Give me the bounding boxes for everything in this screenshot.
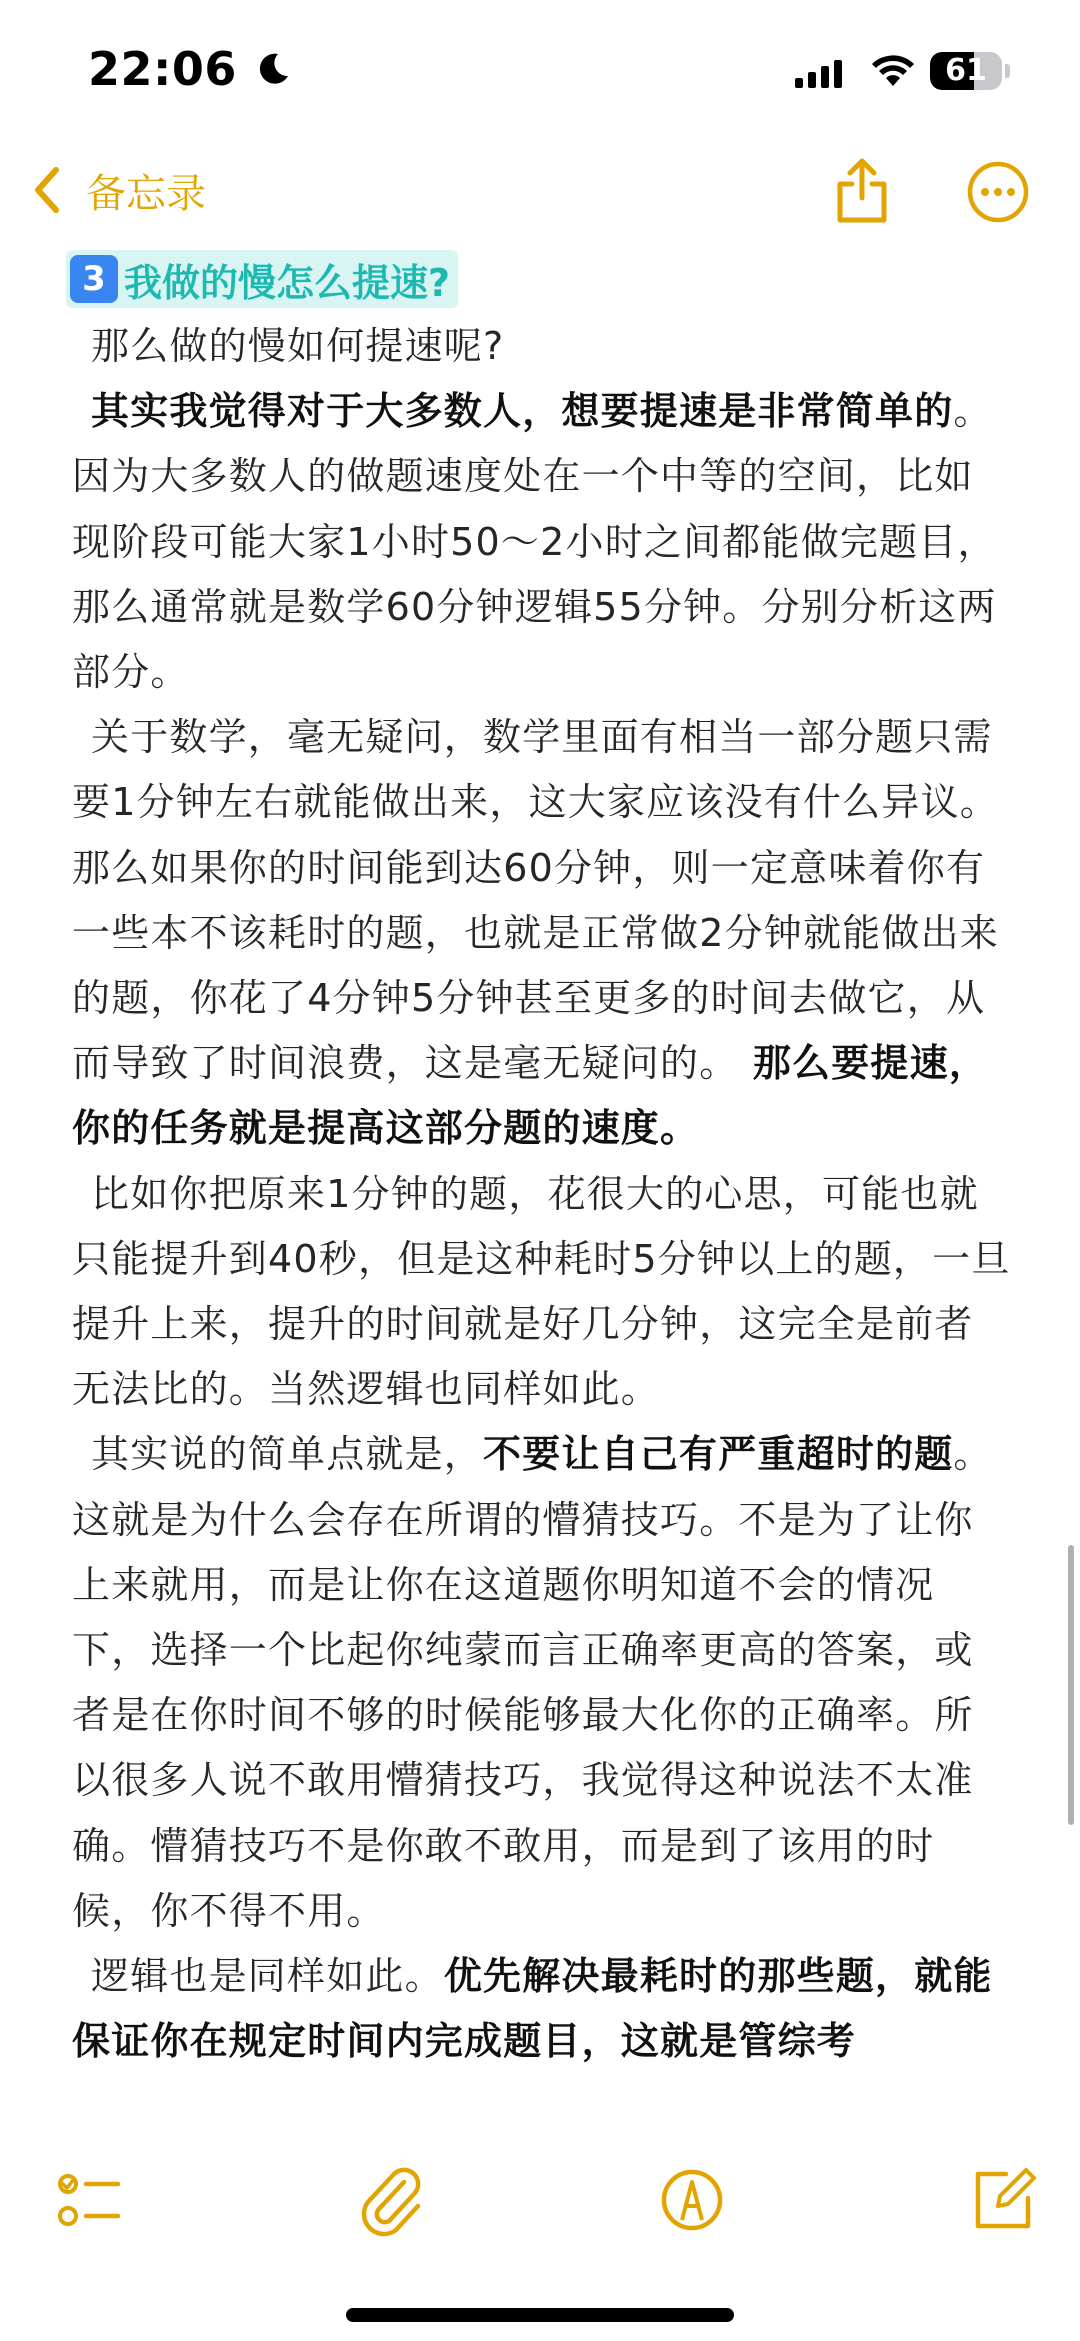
text-run: 那么做的慢如何提速呢? [91, 324, 505, 368]
bottom-toolbar [0, 2160, 1080, 2260]
note-paragraph [72, 1162, 1012, 1423]
note-paragraph [72, 379, 1012, 705]
heading-text: 我做的慢怎么提速? [124, 260, 451, 305]
more-options-icon[interactable] [966, 160, 1030, 224]
note-paragraph [72, 1944, 1012, 2074]
status-bar [0, 0, 1080, 140]
battery-level: 61 [945, 53, 987, 88]
note-paragraph [72, 314, 1012, 379]
text-run: 逻辑也是同样如此。 [91, 1954, 444, 1999]
bold-text-run: 那么要提速，你的任务就是提高这部分题的速度。 [72, 1041, 989, 1151]
bold-text-run: 其实我觉得对于大多数人，想要提速是非常简单的 [91, 389, 954, 434]
note-paragraph [72, 1422, 1012, 1944]
cellular-signal-icon [795, 58, 842, 88]
back-button[interactable] [28, 160, 206, 220]
bold-text-run: 优先解决最耗时的那些题，就能保证你在规定时间内完成题目，这就是管综考 [72, 1954, 993, 2064]
share-icon[interactable] [832, 156, 892, 226]
note-paragraphs [72, 314, 1012, 2074]
text-run: 其实说的简单点就是， [91, 1432, 484, 1477]
home-indicator[interactable] [346, 2308, 734, 2322]
paperclip-icon[interactable] [352, 2160, 432, 2240]
wifi-icon [870, 52, 916, 88]
note-heading [66, 250, 458, 308]
markup-pen-icon[interactable] [652, 2160, 732, 2240]
text-run: 比如你把原来1分钟的题，花很大的心思，可能也就只能提升到40秒，但是这种耗时5分钟以上的题，一旦提升上来，提升的时间就是好几分钟，这完全是前者无法比的。当然逻辑也同样如此。 [72, 1171, 1011, 1412]
compose-icon[interactable] [962, 2160, 1042, 2240]
navigation-bar [0, 150, 1080, 240]
battery-icon [930, 52, 1010, 90]
text-run: 。因为大多数人的做题速度处在一个中等的空间，比如现阶段可能大家1小时50～2小时之间都能做完题目，那么通常就是数学60分钟逻辑55分钟。分别分析这两部分。 [72, 389, 997, 695]
keycap-number-badge: 3 [70, 255, 118, 303]
bold-text-run: 不要让自己有严重超时的题 [483, 1432, 954, 1477]
scroll-indicator[interactable] [1068, 1545, 1074, 1825]
clock: 22:06 [88, 42, 237, 96]
chevron-left-icon [28, 160, 64, 220]
text-run: 。这就是为什么会存在所谓的懵猜技巧。不是为了让你上来就用，而是让你在这道题你明知道不会的情况下，选择一个比起你纯蒙而言正确率更高的答案，或者是在你时间不够的时候能够最大化你的正确率。所以很多人说不敢用懵猜技巧，我觉得这种说法不太准确。懵猜技巧不是你敢不敢用，而是到了该用的时候，你不得不用。 [72, 1432, 993, 1933]
moon-icon [256, 50, 292, 86]
text-run: 关于数学，毫无疑问，数学里面有相当一部分题只需要1分钟左右就能做出来，这大家应该没有什么异议。那么如果你的时间能到达60分钟，则一定意味着你有一些本不该耗时的题，也就是正常做2分钟就能做出来的题，你花了4分钟5分钟甚至更多的时间去做它，从而导致了时间浪费，这是毫无疑问的。 [72, 715, 999, 1086]
back-label: 备忘录 [86, 170, 206, 217]
checklist-icon[interactable] [50, 2160, 130, 2240]
note-body[interactable] [72, 250, 1012, 2074]
note-paragraph [72, 705, 1012, 1161]
